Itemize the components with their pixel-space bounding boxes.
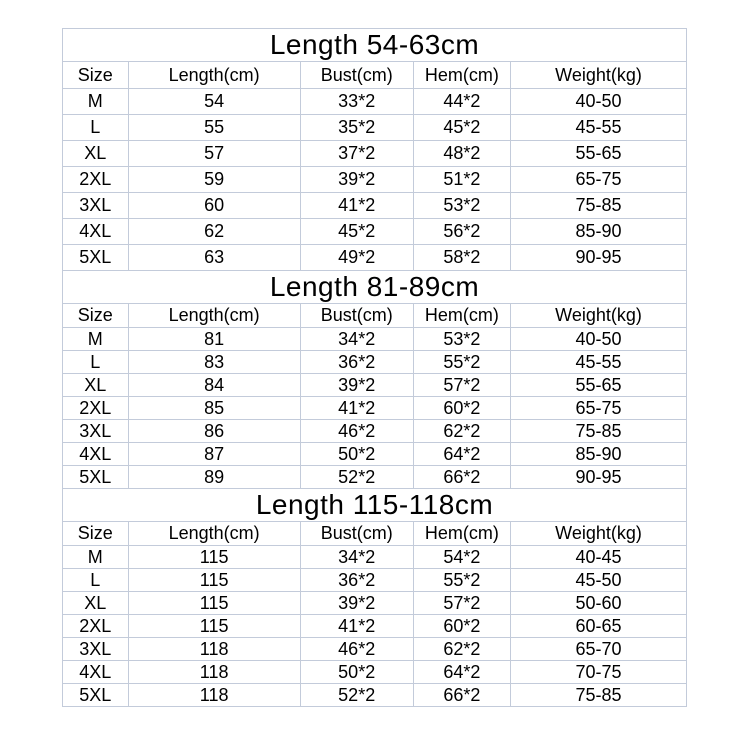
- cell-hem: 48*2: [413, 141, 510, 167]
- cell-size: 2XL: [63, 397, 129, 420]
- cell-size: 3XL: [63, 420, 129, 443]
- section-title-row: [63, 29, 687, 62]
- table-row: [63, 141, 687, 167]
- cell-size: XL: [63, 374, 129, 397]
- column-header-size: Size: [63, 304, 129, 328]
- table-row: [63, 546, 687, 569]
- table-row: [63, 193, 687, 219]
- cell-bust: 50*2: [300, 443, 413, 466]
- cell-bust: 46*2: [300, 420, 413, 443]
- section-title: Length 115-118cm: [63, 489, 687, 522]
- cell-length: 87: [128, 443, 300, 466]
- table-row: [63, 569, 687, 592]
- section-title: Length 81-89cm: [63, 271, 687, 304]
- section-body: [63, 546, 687, 707]
- cell-bust: 34*2: [300, 546, 413, 569]
- cell-length: 89: [128, 466, 300, 489]
- cell-hem: 44*2: [413, 89, 510, 115]
- table-row: [63, 328, 687, 351]
- cell-weight: 85-90: [511, 443, 687, 466]
- cell-weight: 55-65: [511, 374, 687, 397]
- cell-weight: 40-50: [511, 89, 687, 115]
- column-header-size: Size: [63, 522, 129, 546]
- cell-weight: 60-65: [511, 615, 687, 638]
- size-table-section-2: [62, 270, 687, 489]
- cell-size: 2XL: [63, 167, 129, 193]
- section-body: [63, 328, 687, 489]
- cell-bust: 52*2: [300, 466, 413, 489]
- cell-length: 62: [128, 219, 300, 245]
- cell-weight: 85-90: [511, 219, 687, 245]
- cell-weight: 75-85: [511, 193, 687, 219]
- column-header-hem: Hem(cm): [413, 304, 510, 328]
- table-row: [63, 351, 687, 374]
- cell-bust: 41*2: [300, 397, 413, 420]
- cell-size: 5XL: [63, 466, 129, 489]
- column-header-row: [63, 62, 687, 89]
- cell-length: 86: [128, 420, 300, 443]
- cell-hem: 55*2: [413, 569, 510, 592]
- cell-bust: 39*2: [300, 167, 413, 193]
- cell-bust: 50*2: [300, 661, 413, 684]
- cell-length: 115: [128, 546, 300, 569]
- cell-size: M: [63, 89, 129, 115]
- cell-weight: 45-50: [511, 569, 687, 592]
- column-header-bust: Bust(cm): [300, 522, 413, 546]
- cell-weight: 45-55: [511, 351, 687, 374]
- cell-length: 115: [128, 615, 300, 638]
- cell-size: M: [63, 328, 129, 351]
- cell-bust: 49*2: [300, 245, 413, 271]
- cell-length: 118: [128, 684, 300, 707]
- cell-length: 55: [128, 115, 300, 141]
- column-header-weight: Weight(kg): [511, 522, 687, 546]
- table-row: [63, 89, 687, 115]
- cell-weight: 45-55: [511, 115, 687, 141]
- cell-bust: 34*2: [300, 328, 413, 351]
- cell-size: 3XL: [63, 193, 129, 219]
- cell-hem: 62*2: [413, 420, 510, 443]
- table-row: [63, 245, 687, 271]
- cell-length: 63: [128, 245, 300, 271]
- cell-length: 57: [128, 141, 300, 167]
- cell-size: 4XL: [63, 661, 129, 684]
- cell-length: 118: [128, 638, 300, 661]
- cell-hem: 64*2: [413, 661, 510, 684]
- cell-hem: 60*2: [413, 397, 510, 420]
- cell-hem: 45*2: [413, 115, 510, 141]
- size-chart: [62, 28, 687, 707]
- cell-bust: 35*2: [300, 115, 413, 141]
- column-header-hem: Hem(cm): [413, 522, 510, 546]
- cell-length: 83: [128, 351, 300, 374]
- cell-weight: 65-75: [511, 167, 687, 193]
- table-row: [63, 420, 687, 443]
- cell-size: L: [63, 569, 129, 592]
- table-row: [63, 638, 687, 661]
- table-row: [63, 219, 687, 245]
- cell-bust: 39*2: [300, 592, 413, 615]
- cell-size: 5XL: [63, 684, 129, 707]
- cell-hem: 53*2: [413, 193, 510, 219]
- column-header-bust: Bust(cm): [300, 304, 413, 328]
- section-body: [63, 89, 687, 271]
- section-title-row: [63, 489, 687, 522]
- cell-weight: 70-75: [511, 661, 687, 684]
- table-row: [63, 397, 687, 420]
- table-row: [63, 592, 687, 615]
- cell-length: 60: [128, 193, 300, 219]
- cell-bust: 52*2: [300, 684, 413, 707]
- column-header-row: [63, 304, 687, 328]
- cell-weight: 55-65: [511, 141, 687, 167]
- cell-size: XL: [63, 141, 129, 167]
- cell-hem: 66*2: [413, 684, 510, 707]
- column-header-length: Length(cm): [128, 304, 300, 328]
- cell-hem: 53*2: [413, 328, 510, 351]
- column-header-length: Length(cm): [128, 522, 300, 546]
- cell-bust: 41*2: [300, 615, 413, 638]
- column-header-size: Size: [63, 62, 129, 89]
- cell-length: 81: [128, 328, 300, 351]
- column-header-row: [63, 522, 687, 546]
- cell-length: 54: [128, 89, 300, 115]
- cell-weight: 50-60: [511, 592, 687, 615]
- cell-size: XL: [63, 592, 129, 615]
- table-row: [63, 466, 687, 489]
- cell-bust: 37*2: [300, 141, 413, 167]
- cell-bust: 33*2: [300, 89, 413, 115]
- cell-size: 4XL: [63, 443, 129, 466]
- table-row: [63, 115, 687, 141]
- cell-size: M: [63, 546, 129, 569]
- cell-weight: 65-70: [511, 638, 687, 661]
- cell-weight: 75-85: [511, 420, 687, 443]
- cell-hem: 56*2: [413, 219, 510, 245]
- table-row: [63, 615, 687, 638]
- section-title: Length 54-63cm: [63, 29, 687, 62]
- cell-length: 115: [128, 569, 300, 592]
- table-row: [63, 684, 687, 707]
- column-header-hem: Hem(cm): [413, 62, 510, 89]
- column-header-length: Length(cm): [128, 62, 300, 89]
- cell-length: 84: [128, 374, 300, 397]
- cell-size: 4XL: [63, 219, 129, 245]
- table-row: [63, 374, 687, 397]
- cell-hem: 66*2: [413, 466, 510, 489]
- cell-hem: 51*2: [413, 167, 510, 193]
- cell-hem: 57*2: [413, 374, 510, 397]
- table-row: [63, 167, 687, 193]
- cell-bust: 41*2: [300, 193, 413, 219]
- column-header-weight: Weight(kg): [511, 62, 687, 89]
- cell-length: 85: [128, 397, 300, 420]
- cell-length: 115: [128, 592, 300, 615]
- cell-weight: 75-85: [511, 684, 687, 707]
- section-title-row: [63, 271, 687, 304]
- cell-bust: 36*2: [300, 351, 413, 374]
- cell-size: L: [63, 115, 129, 141]
- size-table-section-1: [62, 28, 687, 271]
- cell-hem: 58*2: [413, 245, 510, 271]
- cell-size: 5XL: [63, 245, 129, 271]
- cell-size: 3XL: [63, 638, 129, 661]
- cell-length: 59: [128, 167, 300, 193]
- cell-bust: 36*2: [300, 569, 413, 592]
- column-header-weight: Weight(kg): [511, 304, 687, 328]
- cell-weight: 40-50: [511, 328, 687, 351]
- cell-weight: 90-95: [511, 466, 687, 489]
- cell-hem: 57*2: [413, 592, 510, 615]
- cell-hem: 55*2: [413, 351, 510, 374]
- cell-length: 118: [128, 661, 300, 684]
- cell-bust: 46*2: [300, 638, 413, 661]
- cell-hem: 54*2: [413, 546, 510, 569]
- cell-bust: 39*2: [300, 374, 413, 397]
- table-row: [63, 661, 687, 684]
- cell-hem: 62*2: [413, 638, 510, 661]
- column-header-bust: Bust(cm): [300, 62, 413, 89]
- cell-size: 2XL: [63, 615, 129, 638]
- cell-weight: 40-45: [511, 546, 687, 569]
- size-table-section-3: [62, 488, 687, 707]
- cell-weight: 90-95: [511, 245, 687, 271]
- cell-size: L: [63, 351, 129, 374]
- cell-hem: 64*2: [413, 443, 510, 466]
- cell-hem: 60*2: [413, 615, 510, 638]
- table-row: [63, 443, 687, 466]
- cell-bust: 45*2: [300, 219, 413, 245]
- cell-weight: 65-75: [511, 397, 687, 420]
